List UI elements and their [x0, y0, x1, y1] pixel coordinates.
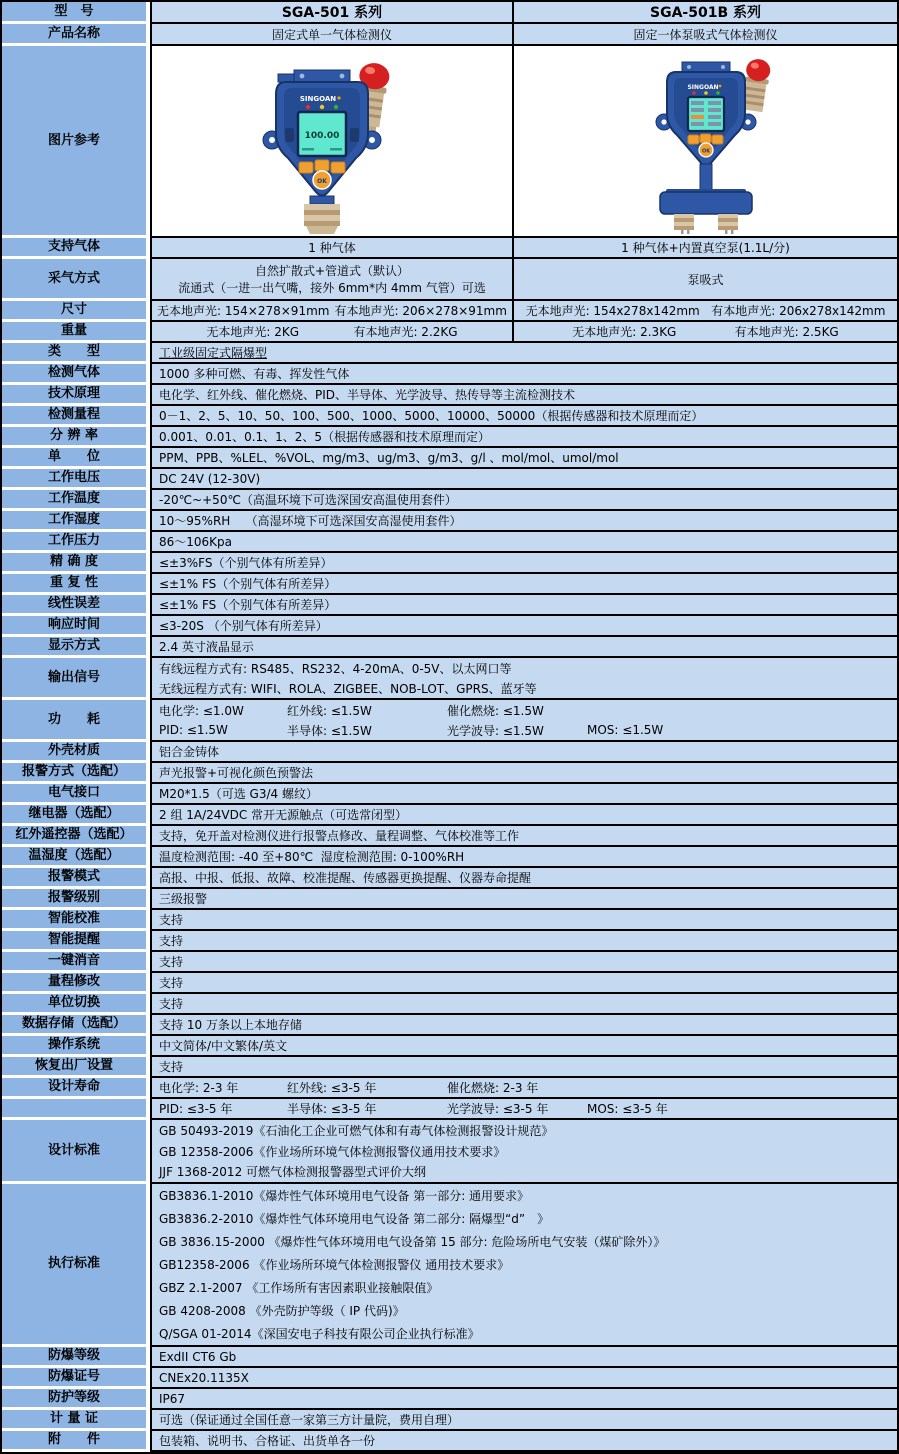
spec-row: [2, 427, 897, 448]
sampling-line-1: 自然扩散式+管道式（默认）: [254, 264, 410, 278]
spec-row-value: [150, 700, 897, 742]
spec-value-line: IP67: [159, 1391, 186, 1406]
spec-row-label: 精 确 度: [2, 553, 150, 574]
row-label-image: 图片参考: [2, 46, 150, 238]
spec-value-line: 电化学、红外线、催化燃烧、PID、半导体、光学波导、热传导等主流检测技术: [159, 388, 576, 402]
spec-row-label: 显示方式: [2, 637, 150, 658]
spec-value-line: 2.4 英寸液晶显示: [159, 640, 254, 654]
device-image-sga501: [150, 46, 512, 238]
spec-row-value: [150, 406, 897, 427]
weight-value: 无本地声光: 2.3KG: [572, 325, 677, 339]
spec-row-value: [150, 847, 897, 868]
weight-1: [150, 322, 512, 343]
spec-row: [2, 406, 897, 427]
spec-row-value: [150, 343, 897, 364]
spec-value-line: 支持: [159, 955, 184, 969]
spec-value-segment: 光学波导: ≤3-5 年: [447, 1102, 549, 1116]
spec-row-label: 恢复出厂设置: [2, 1057, 150, 1078]
spec-row: [2, 931, 897, 952]
spec-row: [2, 1389, 897, 1410]
weight-value: 有本地声光: 2.5KG: [734, 325, 839, 339]
spec-row-value: [150, 784, 897, 805]
spec-row-label: 数据存储（选配）: [2, 1015, 150, 1036]
spec-row: [2, 847, 897, 868]
spec-value-line: GB3836.2-2010《爆炸性气体环境用电气设备 第二部分: 隔爆型“d” 》: [159, 1212, 550, 1226]
dimension-value: 有本地声光: 206x278x142mm: [711, 304, 886, 318]
spec-value-line: [152, 1099, 897, 1118]
spec-row: [2, 385, 897, 406]
spec-row-value: [150, 574, 897, 595]
spec-value-line: 1000 多种可燃、有毒、挥发性气体: [159, 367, 350, 381]
specs-section: [2, 343, 897, 1452]
spec-row: [2, 532, 897, 553]
spec-row-value: [150, 385, 897, 406]
spec-value-line: GB 4208-2008 《外壳防护等级（ IP 代码)》: [159, 1304, 405, 1318]
spec-value-line: 包装箱、说明书、合格证、出货单各一份: [159, 1434, 376, 1448]
spec-row-value: [150, 889, 897, 910]
spec-row: [2, 574, 897, 595]
spec-row-label: 防护等级: [2, 1389, 150, 1410]
product-name-2: 固定一体泵吸式气体检测仪: [512, 24, 897, 46]
spec-row-label: 红外遥控器（选配）: [2, 826, 150, 847]
dimensions-1: [150, 301, 512, 322]
spec-row-value: [150, 1057, 897, 1078]
spec-row-value: [150, 1368, 897, 1389]
spec-row: [2, 826, 897, 847]
weight-row: [2, 322, 897, 343]
spec-row: [2, 448, 897, 469]
spec-row: [2, 700, 897, 742]
spec-value-line: 无线远程方式有: WIFI、ROLA、ZIGBEE、NOB-LOT、GPRS、蓝牙等: [159, 681, 537, 696]
supported-gas-2: 1 种气体+内置真空泵(1.1L/分): [512, 238, 897, 259]
spec-row-label: 电气接口: [2, 784, 150, 805]
spec-value-line: 2 组 1A/24VDC 常开无源触点（可选常闭型）: [159, 808, 408, 822]
model-row: [2, 2, 897, 24]
sampling-mode-1: [150, 259, 512, 301]
spec-row-value: [150, 616, 897, 637]
dimension-value: 有本地声光: 206×278×91mm: [334, 304, 507, 318]
spec-row: [2, 511, 897, 532]
spec-value-line: JJF 1368-2012 可燃气体检测报警器型式评价大纲: [159, 1165, 427, 1180]
spec-row-value: [150, 1184, 897, 1347]
spec-row-label: 一键消音: [2, 952, 150, 973]
spec-value-line: GB 3836.15-2000 《爆炸性气体环境用电气设备第 15 部分: 危险场所电气安装（煤矿除外）》: [159, 1235, 666, 1249]
spec-row-label: 智能校准: [2, 910, 150, 931]
spec-value-line: GB3836.1-2010《爆炸性气体环境用电气设备 第一部分: 通用要求》: [159, 1189, 530, 1203]
model-series-2: SGA-501B 系列: [512, 2, 897, 24]
spec-row-label: 计 量 证: [2, 1410, 150, 1431]
spec-value-segment: PID: ≤1.5W: [159, 723, 228, 737]
power-led-icon: [334, 105, 338, 109]
row-label-sampling-mode: 采气方式: [2, 259, 150, 301]
spec-row-value: [150, 1347, 897, 1368]
spec-row-value: [150, 826, 897, 847]
spec-value-line: ≤±1% FS（个别气体有所差异）: [159, 577, 337, 591]
spec-value-line: 铝合金铸体: [159, 745, 220, 759]
device-image-sga501b: [512, 46, 897, 238]
spec-value-line: Q/SGA 01-2014《深国安电子科技有限公司企业执行标准》: [159, 1327, 480, 1341]
gas-detector-illustration-2: [591, 48, 821, 234]
spec-value-segment: MOS: ≤3-5 年: [587, 1102, 668, 1116]
spec-row: [2, 616, 897, 637]
spec-row: [2, 763, 897, 784]
spec-row-label: 技术原理: [2, 385, 150, 406]
spec-value-line: 支持: [159, 976, 184, 990]
spec-value-segment: 半导体: ≤1.5W: [287, 723, 372, 738]
product-name-1: 固定式单一气体检测仪: [150, 24, 512, 46]
spec-value-line: 0－1、2、5、10、50、100、500、1000、5000、10000、50000（根据传感器和技术原理而定）: [159, 409, 704, 423]
spec-row-label: 报警方式（选配）: [2, 763, 150, 784]
spec-row-value: [150, 742, 897, 763]
spec-row-label: 工作湿度: [2, 511, 150, 532]
ok-button-label: OK: [317, 178, 327, 185]
spec-row: [2, 1036, 897, 1057]
row-label-weight: 重量: [2, 322, 150, 343]
spec-row: [2, 868, 897, 889]
spec-row: [2, 742, 897, 763]
spec-value-line: 中文简体/中文繁体/英文: [159, 1039, 288, 1053]
spec-row: [2, 343, 897, 364]
spec-value-line: 支持，免开盖对检测仪进行报警点修改、量程调整、气体校准等工作: [159, 829, 520, 843]
spec-value-line: M20*1.5（可选 G3/4 螺纹）: [159, 787, 318, 801]
spec-row-label: 量程修改: [2, 973, 150, 994]
spec-row-label: 操作系统: [2, 1036, 150, 1057]
spec-row-label: 重 复 性: [2, 574, 150, 595]
spec-row: [2, 1410, 897, 1431]
spec-row-label: 类 型: [2, 343, 150, 364]
product-name-row: [2, 24, 897, 46]
alarm-led-icon: [692, 91, 696, 95]
spec-row-value: [150, 973, 897, 994]
spec-value-line: CNEx20.1135X: [159, 1370, 249, 1385]
spec-row-label: 报警级别: [2, 889, 150, 910]
spec-value-line: 支持: [159, 913, 184, 927]
spec-value-line: 工业级固定式隔爆型: [159, 346, 268, 360]
spec-row: [2, 784, 897, 805]
spec-value-line: GBZ 2.1-2007 《工作场所有害因素职业接触限值》: [159, 1281, 439, 1295]
spec-row-label: [2, 1099, 150, 1120]
spec-value-segment: 红外线: ≤3-5 年: [287, 1081, 377, 1095]
spec-row-value: [150, 1036, 897, 1057]
spec-row-label: 分 辨 率: [2, 427, 150, 448]
spec-row: [2, 994, 897, 1015]
spec-value-line: -20℃~+50℃（高温环境下可选深国安高温使用套件）: [159, 493, 457, 507]
spec-row-value: [150, 763, 897, 784]
spec-value-line: DC 24V (12-30V): [159, 471, 261, 486]
spec-row-value: [150, 658, 897, 700]
image-row: [2, 46, 897, 238]
row-label-product-name: 产品名称: [2, 24, 150, 46]
spec-value-line: PPM、PPB、%LEL、%VOL、mg/m3、ug/m3、g/m3、g/l 、mol/mol、umol/mol: [159, 451, 619, 465]
spec-row-label: 响应时间: [2, 616, 150, 637]
spec-row: [2, 1099, 897, 1120]
spec-value-line: 温度检测范围: -40 至+80℃ 湿度检测范围: 0-100%RH: [159, 850, 465, 864]
weight-value: 无本地声光: 2KG: [206, 325, 300, 339]
spec-row-value: [150, 595, 897, 616]
spec-row-value: [150, 1410, 897, 1431]
spec-row: [2, 1431, 897, 1452]
spec-value-line: [152, 1078, 897, 1097]
spec-row-value: [150, 910, 897, 931]
spec-row-label: 防爆证号: [2, 1368, 150, 1389]
spec-row-label: 报警模式: [2, 868, 150, 889]
device-brand-text: SINGOAN: [299, 95, 337, 103]
spec-row: [2, 805, 897, 826]
spec-value-segment: 光学波导: ≤1.5W: [447, 723, 544, 738]
spec-row-label: 设计寿命: [2, 1078, 150, 1099]
spec-row: [2, 952, 897, 973]
spec-row-label: 外壳材质: [2, 742, 150, 763]
spec-row: [2, 1120, 897, 1184]
weight-2: [512, 322, 897, 343]
spec-row: [2, 1184, 897, 1347]
spec-row: [2, 658, 897, 700]
spec-value-segment: MOS: ≤1.5W: [587, 723, 664, 737]
spec-value-line: 10～95%RH （高湿环境下可选深国安高湿使用套件）: [159, 514, 462, 528]
spec-value-line: 支持: [159, 934, 184, 948]
spec-value-line: 三级报警: [159, 892, 208, 906]
spec-value-line: [152, 700, 897, 720]
spec-row-value: [150, 1099, 897, 1120]
spec-row-label: 功 耗: [2, 700, 150, 742]
spec-row-value: [150, 553, 897, 574]
power-led-icon: [716, 91, 720, 95]
spec-row: [2, 364, 897, 385]
spec-value-line: [152, 720, 897, 740]
spec-row: [2, 469, 897, 490]
spec-value-segment: 电化学: 2-3 年: [159, 1081, 239, 1095]
spec-row-label: 检测气体: [2, 364, 150, 385]
spec-row-value: [150, 952, 897, 973]
row-label-model: 型 号: [2, 2, 150, 24]
device-brand-text: SINGOAN: [686, 84, 719, 91]
spec-row-label: 工作温度: [2, 490, 150, 511]
spec-value-line: ≤±1% FS（个别气体有所差异）: [159, 598, 337, 612]
spec-value-segment: 电化学: ≤1.0W: [159, 703, 244, 718]
dimensions-row: [2, 301, 897, 322]
spec-row-label: 检测量程: [2, 406, 150, 427]
spec-row-label: 防爆等级: [2, 1347, 150, 1368]
spec-value-segment: 催化燃烧: 2-3 年: [447, 1081, 539, 1095]
spec-row-label: 工作压力: [2, 532, 150, 553]
sampling-line-2: 流通式（一进一出气嘴，接外 6mm*内 4mm 气管）可选: [178, 281, 486, 295]
spec-row: [2, 490, 897, 511]
spec-row-value: [150, 1389, 897, 1410]
spec-row-label: 单位切换: [2, 994, 150, 1015]
spec-value-line: ≤±3%FS（个别气体有所差异）: [159, 556, 333, 570]
sampling-mode-row: [2, 259, 897, 301]
spec-row: [2, 1368, 897, 1389]
spec-row: [2, 910, 897, 931]
spec-value-line: ExdII CT6 Gb: [159, 1349, 237, 1364]
spec-value-line: ≤3-20S （个别气体有所差异）: [159, 619, 328, 633]
spec-row: [2, 595, 897, 616]
spec-value-line: GB 50493-2019《石油化工企业可燃气体和有毒气体检测报警设计规范》: [159, 1123, 554, 1138]
spec-row-value: [150, 637, 897, 658]
spec-value-line: 有线远程方式有: RS485、RS232、4-20mA、0-5V、以太网口等: [159, 661, 512, 676]
spec-value-line: 可选（保证通过全国任意一家第三方计量院，费用自理）: [159, 1413, 460, 1427]
spec-row-value: [150, 532, 897, 553]
spec-row-value: [150, 1431, 897, 1452]
spec-row-value: [150, 931, 897, 952]
brand-dot-icon: [337, 96, 340, 99]
spec-value-line: 支持: [159, 1060, 184, 1074]
spec-value-line: 声光报警+可视化颜色预警法: [159, 766, 314, 780]
screen-reading: 100.00: [304, 131, 340, 141]
spec-value-segment: PID: ≤3-5 年: [159, 1102, 233, 1116]
spec-value-line: 支持: [159, 997, 184, 1011]
row-label-supported-gas: 支持气体: [2, 238, 150, 259]
spec-row: [2, 1057, 897, 1078]
dimension-value: 无本地声光: 154×278×91mm: [157, 304, 330, 318]
spec-row-label: 输出信号: [2, 658, 150, 700]
spec-row-label: 温湿度（选配）: [2, 847, 150, 868]
weight-value: 有本地声光: 2.2KG: [353, 325, 458, 339]
spec-row-label: 工作电压: [2, 469, 150, 490]
fault-led-icon: [320, 105, 324, 109]
spec-row: [2, 973, 897, 994]
spec-value-line: GB 12358-2006《作业场所环境气体检测报警仪通用技术要求》: [159, 1144, 506, 1159]
gas-detector-illustration-1: [217, 48, 447, 234]
spec-row-label: 附 件: [2, 1431, 150, 1452]
spec-row-label: 执行标准: [2, 1184, 150, 1347]
spec-value-line: 高报、中报、低报、故障、校准提醒、传感器更换提醒、仪器寿命提醒: [159, 871, 532, 885]
brand-dot-icon: [718, 85, 721, 88]
spec-row-value: [150, 511, 897, 532]
spec-row: [2, 889, 897, 910]
spec-row: [2, 637, 897, 658]
model-series-1: SGA-501 系列: [150, 2, 512, 24]
alarm-led-icon: [306, 105, 310, 109]
spec-row: [2, 1015, 897, 1036]
spec-row-value: [150, 364, 897, 385]
spec-row-value: [150, 1078, 897, 1099]
spec-row: [2, 1078, 897, 1099]
spec-value-segment: 催化燃烧: ≤1.5W: [447, 703, 544, 718]
spec-value-line: 86～106Kpa: [159, 535, 233, 549]
spec-row-label: 单 位: [2, 448, 150, 469]
spec-row-value: [150, 469, 897, 490]
spec-row-label: 线性误差: [2, 595, 150, 616]
ok-button-label: OK: [701, 148, 710, 155]
spec-row-value: [150, 448, 897, 469]
spec-row: [2, 1347, 897, 1368]
dimensions-2: [512, 301, 897, 322]
dimension-value: 无本地声光: 154x278x142mm: [525, 304, 700, 318]
supported-gas-1: 1 种气体: [150, 238, 512, 259]
spec-value-line: 支持 10 万条以上本地存储: [159, 1018, 302, 1032]
spec-row-value: [150, 868, 897, 889]
spec-value-line: 0.001、0.01、0.1、1、2、5（根据传感器和技术原理而定）: [159, 430, 491, 444]
spec-value-segment: 红外线: ≤1.5W: [287, 703, 372, 718]
spec-row-value: [150, 805, 897, 826]
supported-gas-row: [2, 238, 897, 259]
spec-row-label: 继电器（选配）: [2, 805, 150, 826]
sampling-mode-2: 泵吸式: [512, 259, 897, 301]
spec-row-value: [150, 490, 897, 511]
spec-value-segment: 半导体: ≤3-5 年: [287, 1102, 377, 1116]
spec-row-value: [150, 994, 897, 1015]
spec-row-value: [150, 1015, 897, 1036]
row-label-dimensions: 尺寸: [2, 301, 150, 322]
spec-row-value: [150, 427, 897, 448]
fault-led-icon: [704, 91, 708, 95]
spec-row-label: 智能提醒: [2, 931, 150, 952]
spec-row-value: [150, 1120, 897, 1184]
spec-value-line: GB12358-2006 《作业场所环境气体检测报警仪 通用技术要求》: [159, 1258, 510, 1272]
spec-row: [2, 553, 897, 574]
spec-row-label: 设计标准: [2, 1120, 150, 1184]
